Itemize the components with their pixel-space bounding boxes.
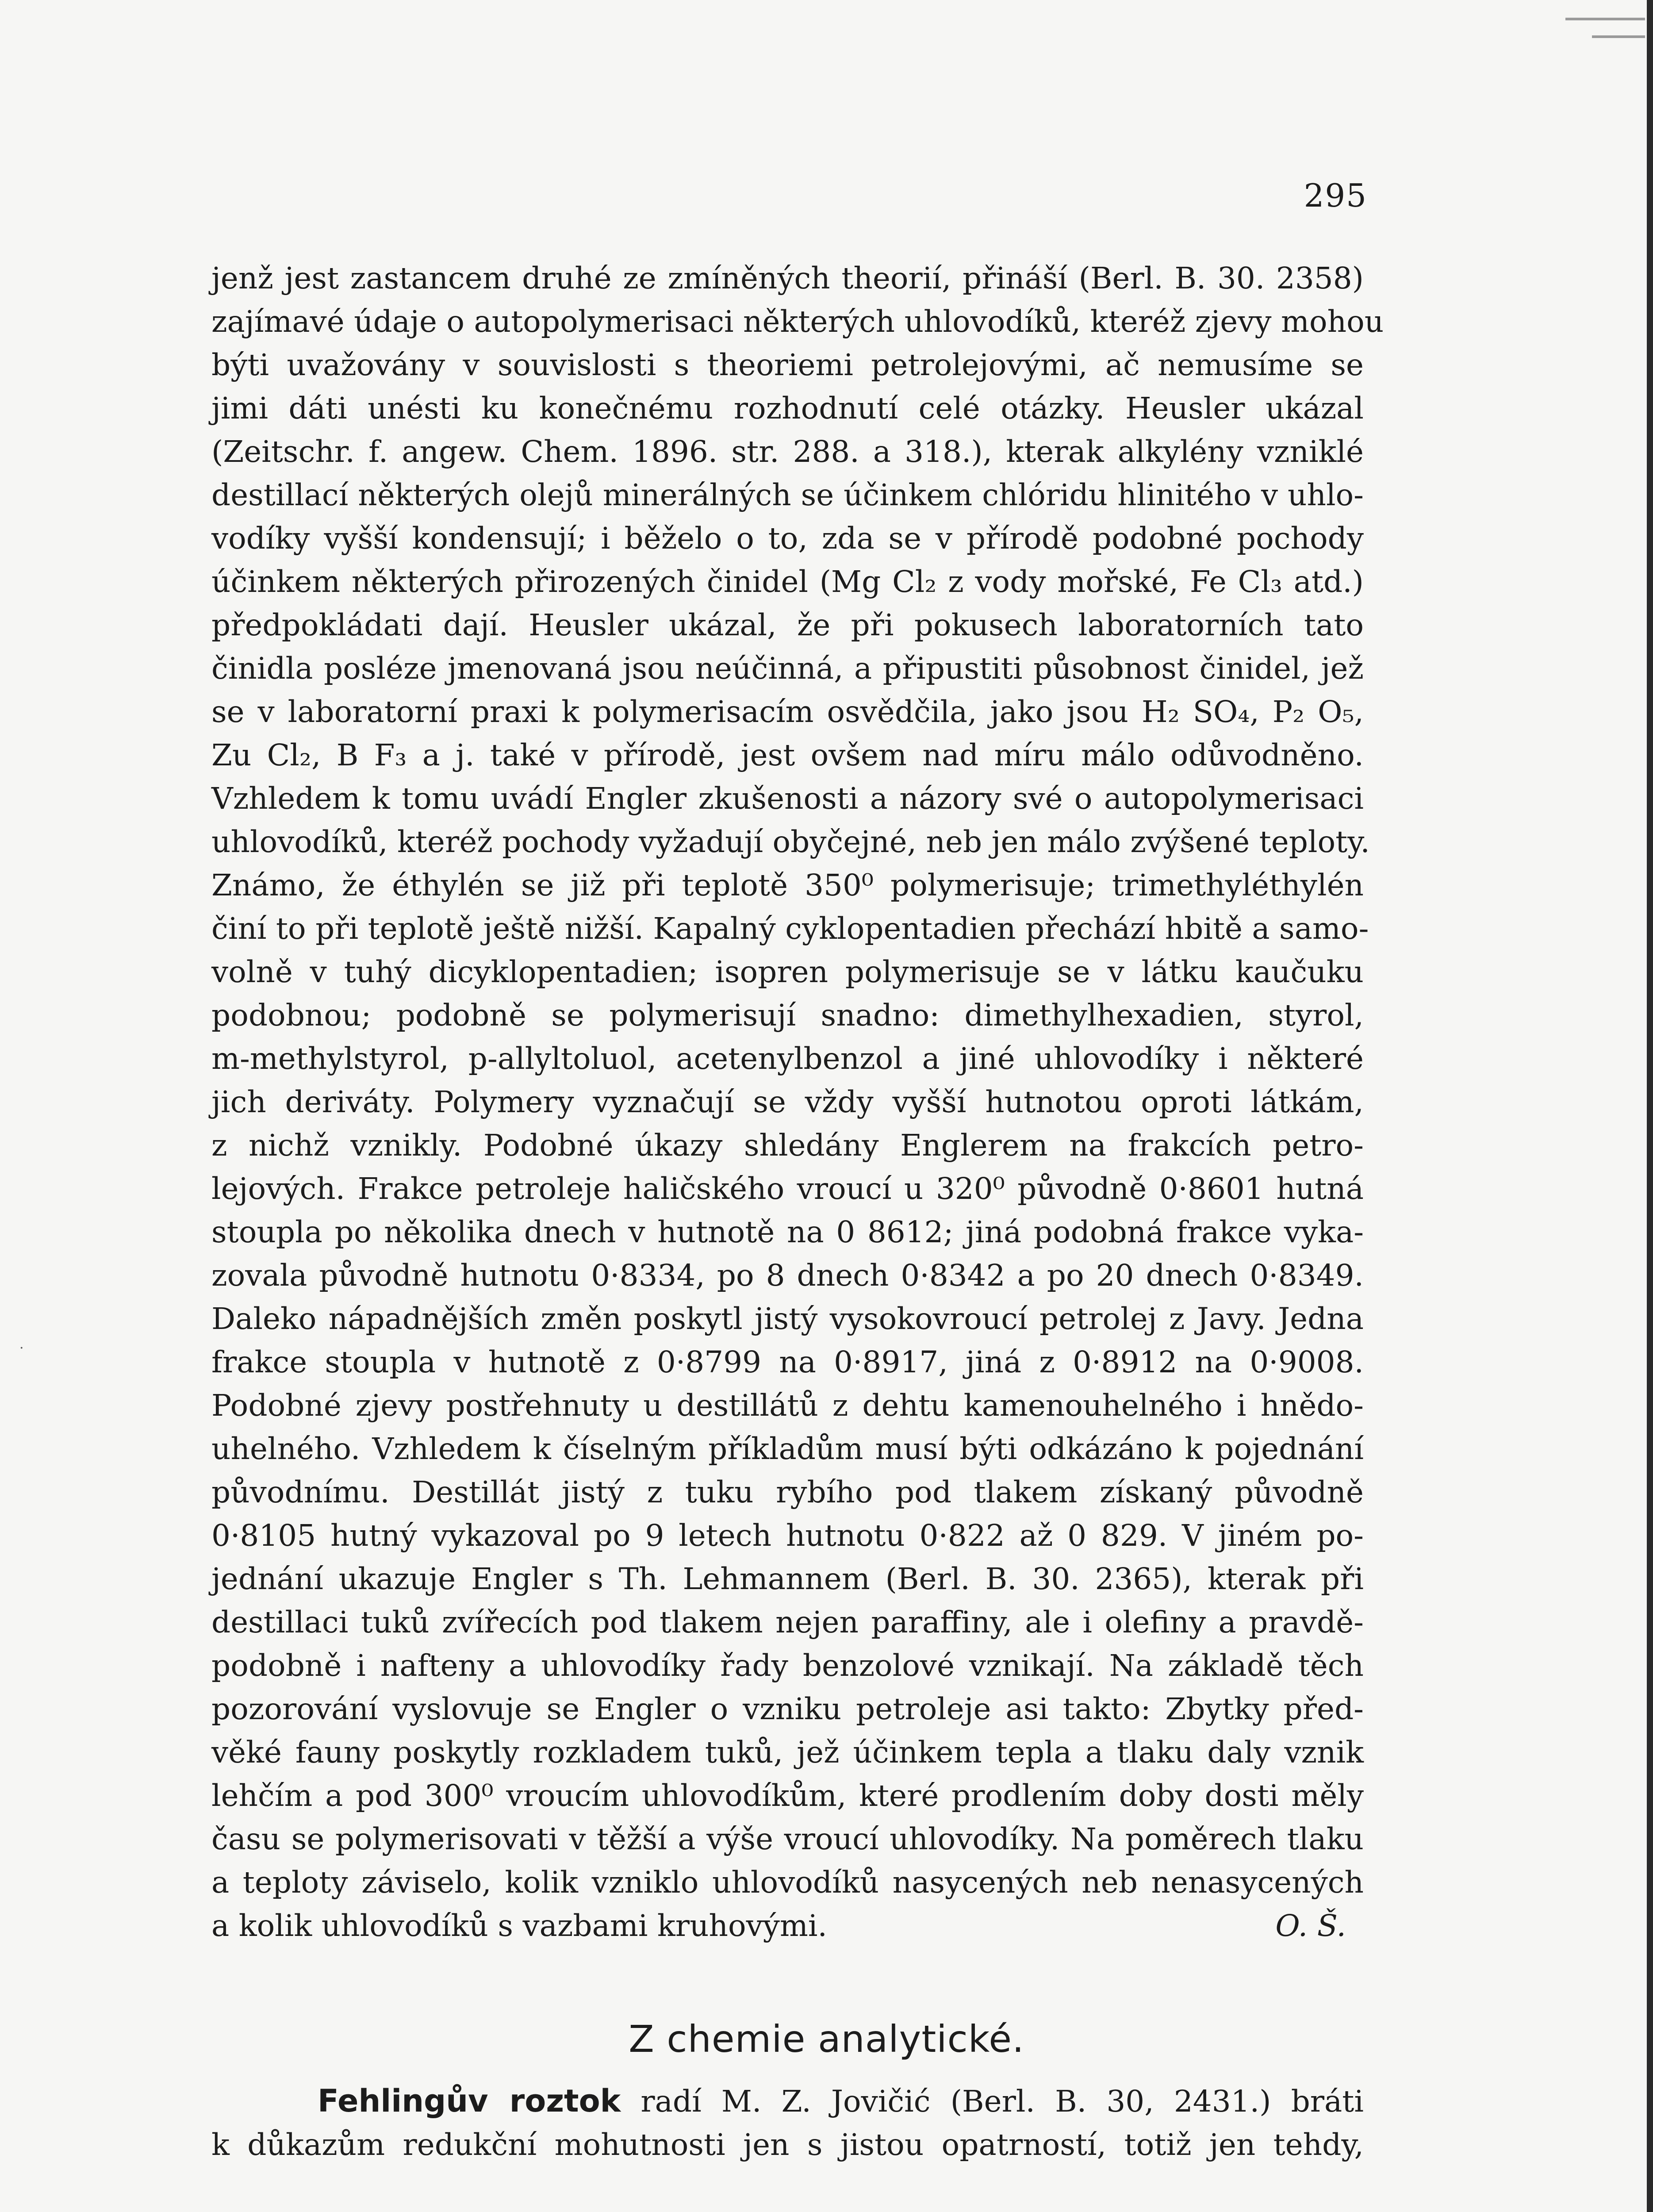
paragraph-line: býti uvažovány v souvislosti s theoriemi petrolejovými, ač nemusíme se bbox=[211, 347, 1364, 382]
paragraph-line: Daleko nápadnějších změn poskytl jistý vysokovroucí petrolej z Javy. Jedna bbox=[211, 1301, 1364, 1336]
paragraph-line: jimi dáti unésti ku konečnému rozhodnutí celé otázky. Heusler ukázal bbox=[211, 391, 1364, 426]
paragraph-line: podobnou; podobně se polymerisují snadno: dimethylhexadien, styrol, bbox=[211, 998, 1364, 1033]
paragraph-last-text: a kolik uhlovodíků s vazbami kruhovými. bbox=[211, 1908, 827, 1943]
paragraph-line: věké fauny poskytly rozkladem tuků, jež účinkem tepla a tlaku daly vznik bbox=[211, 1735, 1364, 1770]
scan-edge-mark bbox=[1565, 18, 1645, 20]
paragraph-line: volně v tuhý dicyklopentadien; isopren polymerisuje se v látku kaučuku bbox=[211, 954, 1364, 989]
paragraph-line: Vzhledem k tomu uvádí Engler zkušenosti a názory své o autopolymerisaci bbox=[211, 781, 1364, 816]
paragraph-line: Podobné zjevy postřehnuty u destillátů z dehtu kamenouhelného i hnědo- bbox=[211, 1388, 1364, 1423]
paragraph-line: destillaci tuků zvířecích pod tlakem nejen paraffiny, ale i olefiny a pravdě- bbox=[211, 1605, 1364, 1640]
paragraph-last-line bbox=[211, 1904, 1364, 1947]
paragraph-line: lehčím a pod 300⁰ vroucím uhlovodíkům, které prodlením doby dosti měly bbox=[211, 1778, 1364, 1813]
paragraph-line: vodíky vyšší kondensují; i běželo o to, zda se v přírodě podobné pochody bbox=[211, 521, 1364, 556]
section-title: Z chemie analytické. bbox=[629, 2017, 1024, 2061]
paragraph-line: a teploty záviselo, kolik vzniklo uhlovodíků nasycených neb nenasycených bbox=[211, 1865, 1364, 1900]
paragraph-line: předpokládati dají. Heusler ukázal, že při pokusech laboratorních tato bbox=[211, 607, 1364, 642]
paragraph-line: 0·8105 hutný vykazoval po 9 letech hutnotu 0·822 až 0 829. V jiném po- bbox=[211, 1518, 1364, 1553]
paragraph-line: lejových. Frakce petroleje haličského vroucí u 320⁰ původně 0·8601 hutná bbox=[211, 1171, 1364, 1206]
section-lead-term: Fehlingův roztok bbox=[318, 2083, 621, 2119]
paragraph-line: se v laboratorní praxi k polymerisacím osvědčila, jako jsou H₂ SO₄, P₂ O₅, bbox=[211, 694, 1364, 729]
paragraph-line: jenž jest zastancem druhé ze zmíněných theorií, přináší (Berl. B. 30. 2358) bbox=[211, 261, 1364, 296]
paragraph-line: času se polymerisovati v těžší a výše vroucí uhlovodíky. Na poměrech tlaku bbox=[211, 1821, 1364, 1856]
paragraph-line: frakce stoupla v hutnotě z 0·8799 na 0·8917, jiná z 0·8912 na 0·9008. bbox=[211, 1344, 1364, 1379]
page-number: 295 bbox=[1304, 177, 1367, 214]
section-line-rest: radí M. Z. Jovičić (Berl. B. 30, 2431.) bráti bbox=[621, 2084, 1364, 2119]
paragraph-line: činidla posléze jmenovaná jsou neúčinná, a připustiti působnost činidel, jež bbox=[211, 651, 1364, 686]
section-line bbox=[211, 2079, 1364, 2123]
paragraph-line: činí to při teplotě ještě nižší. Kapalný cyklopentadien přechází hbitě a samo- bbox=[211, 911, 1369, 946]
paragraph-line: jich deriváty. Polymery vyznačují se vždy vyšší hutnotou oproti látkám, bbox=[211, 1084, 1364, 1119]
author-signature: O. Š. bbox=[1275, 1908, 1346, 1943]
paragraph-line: zajímavé údaje o autopolymerisaci některých uhlovodíků, kteréž zjevy mohou bbox=[211, 304, 1384, 339]
paragraph-line: Zu Cl₂, B F₃ a j. také v přírodě, jest ovšem nad míru málo odůvodněno. bbox=[211, 737, 1364, 772]
margin-dot: · bbox=[19, 1340, 24, 1356]
paragraph-line: jednání ukazuje Engler s Th. Lehmannem (Berl. B. 30. 2365), kterak při bbox=[211, 1561, 1364, 1596]
article-paragraph bbox=[211, 257, 1384, 1947]
section-line: k důkazům redukční mohutnosti jen s jistou opatrností, totiž jen tehdy, bbox=[211, 2127, 1364, 2162]
paragraph-line: podobně i nafteny a uhlovodíky řady benzolové vznikají. Na základě těch bbox=[211, 1648, 1364, 1683]
paragraph-line: stoupla po několika dnech v hutnotě na 0 8612; jiná podobná frakce vyka- bbox=[211, 1214, 1364, 1249]
paragraph-line: uhelného. Vzhledem k číselným příkladům musí býti odkázáno k pojednání bbox=[211, 1431, 1364, 1466]
paragraph-line: m-methylstyrol, p-allyltoluol, acetenylbenzol a jiné uhlovodíky i některé bbox=[211, 1041, 1364, 1076]
paragraph-line: původnímu. Destillát jistý z tuku rybího pod tlakem získaný původně bbox=[211, 1475, 1364, 1509]
paragraph-line: (Zeitschr. f. angew. Chem. 1896. str. 288. a 318.), kterak alkylény vzniklé bbox=[211, 434, 1364, 469]
paragraph-line: uhlovodíků, kteréž pochody vyžadují obyčejné, neb jen málo zvýšené teploty. bbox=[211, 824, 1370, 859]
paragraph-line: destillací některých olejů minerálných se účinkem chlóridu hlinitého v uhlo- bbox=[211, 477, 1364, 512]
paragraph-line: zovala původně hutnotu 0·8334, po 8 dnech 0·8342 a po 20 dnech 0·8349. bbox=[211, 1258, 1364, 1293]
paragraph-line: pozorování vyslovuje se Engler o vzniku petroleje asi takto: Zbytky před- bbox=[211, 1691, 1364, 1726]
scan-edge-mark bbox=[1592, 35, 1645, 38]
paragraph-line: Známo, že éthylén se již při teplotě 350⁰ polymerisuje; trimethyléthylén bbox=[211, 868, 1364, 902]
page-edge-shadow bbox=[1647, 0, 1653, 2212]
paragraph-line: z nichž vznikly. Podobné úkazy shledány Englerem na frakcích petro- bbox=[211, 1128, 1364, 1163]
section-paragraph bbox=[211, 2079, 1364, 2166]
paragraph-line: účinkem některých přirozených činidel (Mg Cl₂ z vody mořské, Fe Cl₃ atd.) bbox=[211, 564, 1364, 599]
